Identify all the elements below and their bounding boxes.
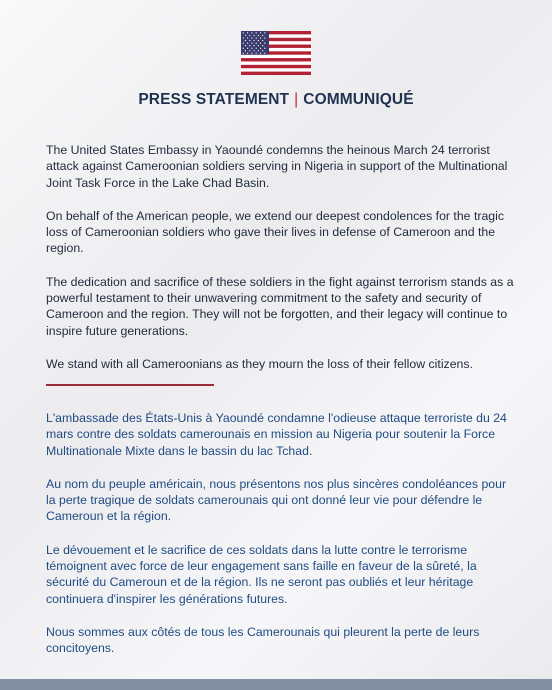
section-divider [46,384,214,386]
footer-bar [0,679,552,690]
english-paragraph: The dedication and sacrifice of these soldiers in the fight against terrorism stands as a powerful testament to their unwavering commitment to the safety and security of Cameroon and the region. They will not be forgotten, and their legacy will continue to inspire future generations. [46,274,514,338]
title-separator: | [294,91,299,108]
french-paragraph: Nous sommes aux côtés de tous les Camerounais qui pleurent la perte de leurs concitoyens. [46,624,480,656]
us-flag-icon [241,31,311,75]
english-paragraph: The United States Embassy in Yaoundé condemns the heinous March 24 terrorist attack against Cameroonian soldiers serving in Nigeria in support of the Multinational Joint Task Force in the Lake Chad Basin. [46,143,508,190]
english-statement [46,142,516,389]
english-paragraph: On behalf of the American people, we extend our deepest condolences for the tragic loss of Cameroonian soldiers who gave their lives in defense of Cameroon and the region. [46,208,505,256]
title-english: PRESS STATEMENT [138,91,290,108]
title-french: COMMUNIQUÉ [303,91,414,108]
english-paragraph: We stand with all Cameroonians as they mourn the loss of their fellow citizens. [46,356,473,371]
french-statement [46,410,516,674]
french-paragraph: L'ambassade des États-Unis à Yaoundé condamne l'odieuse attaque terroriste du 24 mars contre des soldats camerounais en mission au Nigeria pour soutenir la Force Multinationale Mixte dans le bassin du lac Tchad. [46,411,507,458]
page-title [0,91,552,109]
french-paragraph: Au nom du peuple américain, nous présentons nos plus sincères condoléances pour la perte tragique de soldats camerounais qui ont donné leur vie pour défendre le Cameroun et la région. [46,476,507,524]
french-paragraph: Le dévouement et le sacrifice de ces soldats dans la lutte contre le terrorisme témoignent avec force de leur engagement sans faille en faveur de la sûreté, la sécurité du Cameroun et de la région. Ils ne seront pas oubliés et leur héritage continuera d'inspirer les générations futures. [46,542,477,606]
